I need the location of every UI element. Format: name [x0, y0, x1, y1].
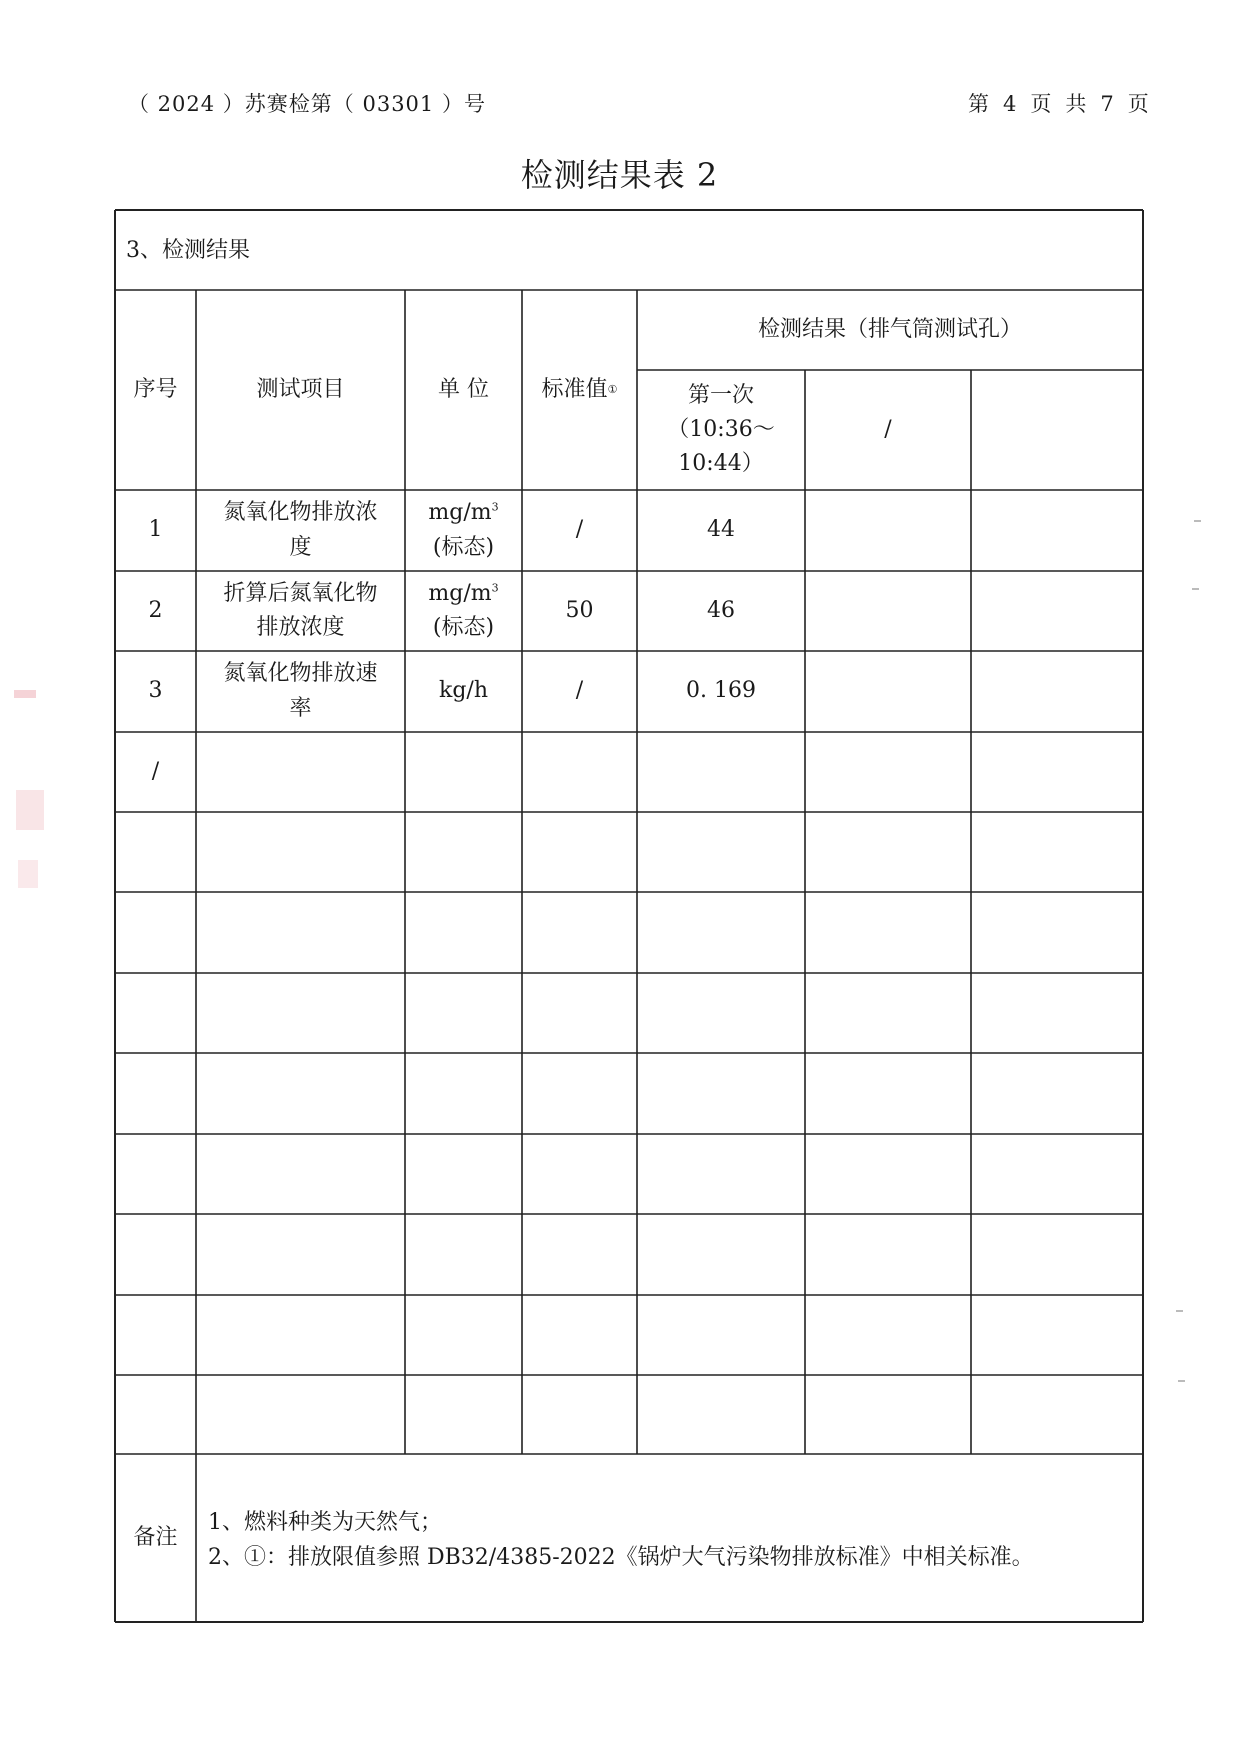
- page-total: 7: [1100, 92, 1114, 116]
- scan-speck: [1176, 1310, 1183, 1312]
- row-2-unit-text: mg/m: [428, 580, 492, 606]
- row-1-standard: /: [575, 517, 584, 543]
- header-third-test: [971, 370, 1143, 490]
- header-item: 测试项目: [256, 376, 345, 402]
- header-seq: 序号: [133, 376, 178, 402]
- header-first-time: （10:36～: [667, 416, 775, 442]
- row-1-item-line1: 氮氧化物排放浓: [223, 500, 378, 526]
- scan-speck: [1178, 1380, 1185, 1382]
- stamp-fragment: [14, 690, 36, 698]
- report-number: （ 2024 ）苏赛检第（ 03301 ）号: [128, 92, 486, 116]
- header-standard: 标准值 ①: [522, 290, 637, 490]
- row-4-seq: /: [151, 758, 160, 784]
- header-first-test: [637, 370, 805, 490]
- page-total-label: 共: [1065, 92, 1087, 116]
- header-first-label: 第一次: [687, 382, 754, 408]
- row-2-seq: 2: [148, 597, 163, 623]
- remarks-label: 备注: [133, 1524, 178, 1550]
- row-2-unit-sup: 3: [491, 581, 499, 595]
- stamp-fragment: [16, 790, 44, 830]
- scan-speck: [1192, 588, 1199, 590]
- row-2-item-line1: 折算后氮氧化物: [223, 580, 378, 606]
- row-2-first: 46: [707, 597, 735, 623]
- row-3-item: [196, 651, 405, 732]
- row-1-item: [196, 490, 405, 571]
- header-second-test: /: [884, 416, 892, 442]
- page-unit: 页: [1030, 92, 1052, 116]
- row-3-item-line1: 氮氧化物排放速: [223, 661, 378, 687]
- row-2-standard: 50: [565, 597, 594, 623]
- remark-1: 1、燃料种类为天然气；: [208, 1510, 442, 1535]
- header-standard-label: 标准值: [541, 376, 608, 402]
- scan-speck: [1194, 520, 1201, 522]
- row-3-first: 0. 169: [686, 678, 756, 704]
- row-1-seq: 1: [148, 517, 163, 543]
- row-2-unit-line1: [428, 577, 498, 611]
- row-3-item-line2: 率: [289, 695, 312, 721]
- row-1-unit-sup: 3: [491, 501, 499, 515]
- row-3-standard: /: [575, 678, 584, 704]
- row-3-seq: 3: [148, 678, 163, 704]
- row-2-item: [196, 571, 405, 651]
- row-3-unit: kg/h: [439, 678, 488, 704]
- row-2-unit-line2: (标态): [432, 615, 495, 640]
- row-1-item-line2: 度: [289, 534, 312, 560]
- row-1-unit-line2: (标态): [432, 534, 495, 560]
- page-end: 页: [1127, 92, 1149, 116]
- page-label: 第: [968, 92, 989, 116]
- row-1-first: 44: [707, 517, 735, 543]
- row-1-unit: [405, 490, 522, 571]
- page-title: 检测结果表 2: [520, 156, 719, 194]
- header-unit: 单 位: [438, 376, 489, 402]
- page-number: 4: [1003, 92, 1017, 116]
- stamp-fragment: [18, 860, 38, 888]
- row-1-unit-text: mg/m: [428, 500, 492, 526]
- remarks-content: [208, 1505, 1034, 1575]
- remark-2: 2、①：排放限值参照 DB32/4385-2022《锅炉大气污染物排放标准》中相关标准。: [208, 1545, 1034, 1571]
- row-1-unit-line1: [428, 496, 498, 530]
- header-first-time-end: 10:44）: [678, 451, 764, 477]
- header-result-group: 检测结果（排气筒测试孔）: [757, 316, 1022, 342]
- section-heading: 3、检测结果: [126, 237, 250, 263]
- row-2-item-line2: 排放浓度: [256, 615, 345, 640]
- row-2-unit: [405, 571, 522, 651]
